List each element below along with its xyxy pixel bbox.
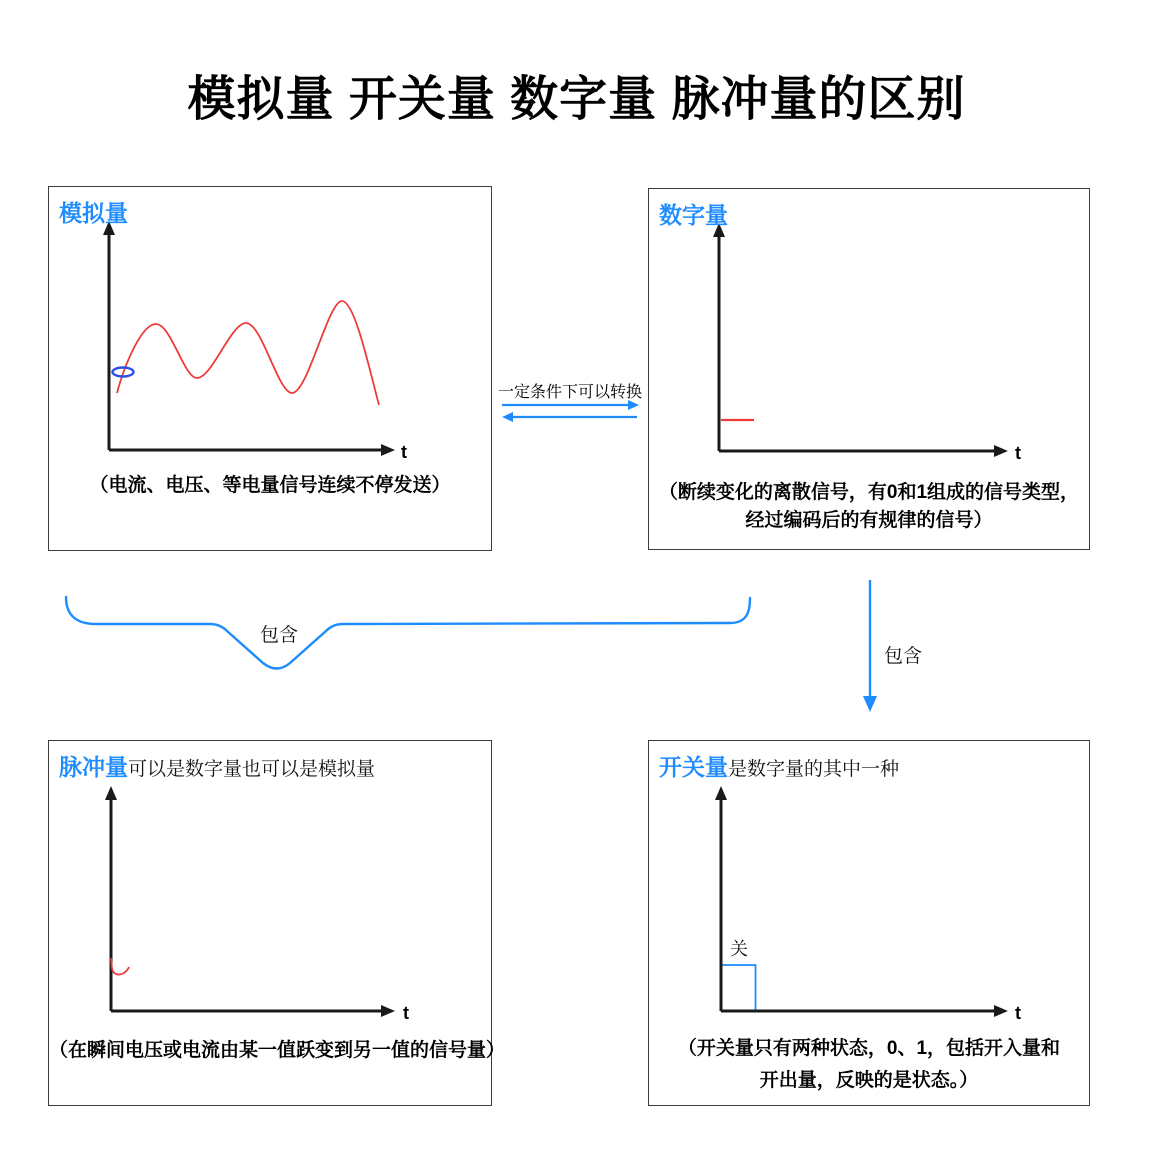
- x-axis-arrow-icon: [381, 444, 395, 456]
- analog-panel-title: 模拟量: [59, 200, 128, 226]
- y-axis-arrow-icon: [105, 786, 117, 800]
- digital-caption-line2: 经过编码后的有规律的信号）: [745, 510, 993, 531]
- contains-down-arrow-icon: [858, 576, 884, 716]
- digital-panel-header: [659, 197, 728, 230]
- pulse-panel-title: 脉冲量: [59, 754, 128, 780]
- x-axis-arrow-icon: [994, 1005, 1008, 1017]
- pulse-x-axis-label: t: [403, 1003, 409, 1023]
- arrow-right-head-icon: [628, 400, 639, 410]
- contains-right-label: 包含: [884, 646, 923, 667]
- arrow-left-head-icon: [502, 412, 513, 422]
- switch-x-axis-label: t: [1015, 1003, 1021, 1023]
- pulse-panel: [48, 740, 506, 1106]
- down-arrow-head-icon: [863, 696, 877, 712]
- digital-panel: [648, 188, 1090, 550]
- switch-pulse-rect: [722, 965, 756, 1011]
- digital-caption-line1: （断续变化的离散信号，有0和1组成的信号类型，: [658, 482, 1080, 503]
- brace-path: [66, 597, 750, 669]
- switch-panel-subtitle: 是数字量的其中一种: [728, 759, 900, 780]
- switch-off-state-label: 关: [730, 939, 748, 959]
- switch-panel-title: 开关量: [659, 754, 728, 780]
- contains-left-label: 包含: [260, 625, 299, 646]
- page-title: 模拟量 开关量 数字量 脉冲量的区别: [187, 73, 966, 126]
- switch-panel: [648, 740, 1090, 1106]
- pulse-signal-squiggle: [111, 958, 129, 975]
- analog-panel: [48, 186, 492, 551]
- switch-panel-header: [659, 749, 899, 782]
- contains-brace-icon: [50, 585, 760, 680]
- analog-caption: （电流、电压、等电量信号连续不停发送）: [89, 475, 451, 496]
- switch-caption-line2: 开出量，反映的是状态。）: [759, 1070, 979, 1091]
- analog-panel-header: [59, 195, 128, 228]
- pulse-caption: （在瞬间电压或电流由某一值跃变到另一值的信号量）: [49, 1040, 506, 1061]
- analog-x-axis-label: t: [401, 442, 407, 462]
- digital-panel-title: 数字量: [659, 202, 728, 228]
- x-axis-arrow-icon: [994, 445, 1008, 457]
- pulse-panel-subtitle: 可以是数字量也可以是模拟量: [128, 759, 376, 780]
- conversion-condition-label: 一定条件下可以转换: [497, 384, 642, 401]
- x-axis-arrow-icon: [381, 1005, 395, 1017]
- digital-x-axis-label: t: [1015, 443, 1021, 463]
- analog-waveform: [117, 301, 379, 405]
- conversion-arrows-icon: [498, 398, 643, 424]
- pulse-panel-header: [59, 749, 375, 782]
- analog-plot: [49, 187, 493, 552]
- switch-caption-line1: （开关量只有两种状态，0、1，包括开入量和: [677, 1038, 1061, 1059]
- y-axis-arrow-icon: [715, 786, 727, 800]
